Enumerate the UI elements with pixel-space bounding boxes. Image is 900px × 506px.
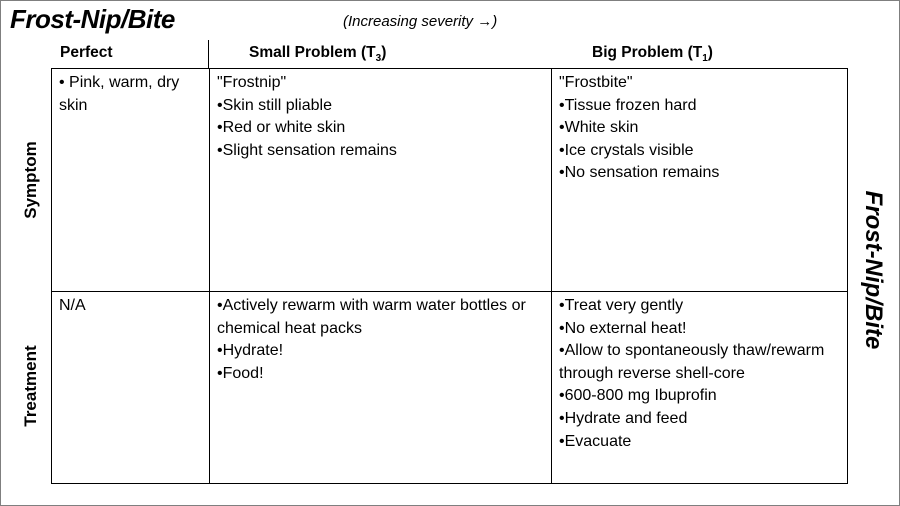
cell-symptom-perfect (52, 69, 210, 292)
cell-symptom-big (552, 69, 848, 292)
column-header-small-problem (249, 44, 386, 64)
cell-line: •Hydrate! (217, 342, 284, 360)
column-header-big-problem (592, 44, 713, 64)
header-divider (208, 40, 209, 69)
column-header-small-subscript: 3 (375, 53, 382, 65)
cell-line: •Evacuate (559, 432, 632, 450)
cell-line: "Frostnip" (217, 74, 287, 91)
cell-line: •No sensation remains (559, 164, 720, 182)
column-header-big-label: Big Problem (T (592, 44, 703, 61)
column-header-big-close: ) (707, 44, 713, 61)
table-row-symptom (52, 69, 848, 292)
cell-line: •Hydrate and feed (559, 409, 688, 427)
column-header-small-close: ) (381, 44, 387, 61)
cell-line: •Allow to spontaneously thaw/rewarm through reverse shell-core (559, 342, 825, 382)
cell-line: •Food! (217, 364, 264, 382)
cell-line: • Pink, warm, dry skin (59, 74, 180, 114)
severity-note: (Increasing severity →) (343, 13, 498, 30)
table-row-treatment (52, 292, 848, 484)
cell-line: •Tissue frozen hard (559, 96, 697, 114)
column-header-big-subscript: 1 (702, 53, 708, 65)
column-header-small-label: Small Problem (T (249, 44, 376, 61)
cell-line: N/A (59, 297, 86, 314)
cell-treatment-perfect (52, 292, 210, 484)
cell-line: •No external heat! (559, 319, 687, 337)
cell-line: •Actively rewarm with warm water bottles or chemical heat packs (217, 297, 526, 337)
side-title: Frost-Nip/Bite (860, 190, 887, 350)
cell-treatment-big (552, 292, 848, 484)
cell-line: •Skin still pliable (217, 96, 332, 114)
cell-line: •600-800 mg Ibuprofin (559, 387, 717, 405)
column-header-perfect: Perfect (60, 44, 113, 61)
cell-line: "Frostbite" (559, 74, 633, 91)
row-header-treatment: Treatment (21, 345, 40, 427)
row-header-symptom: Symptom (21, 141, 40, 219)
cell-line: •White skin (559, 119, 639, 137)
cell-treatment-small (210, 292, 552, 484)
cell-line: •Treat very gently (559, 297, 684, 314)
severity-table (51, 68, 848, 484)
cell-line: •Slight sensation remains (217, 141, 397, 159)
cell-symptom-small (210, 69, 552, 292)
cell-line: •Ice crystals visible (559, 141, 694, 159)
cell-line: •Red or white skin (217, 119, 346, 137)
slide-title: Frost-Nip/Bite (10, 4, 175, 34)
